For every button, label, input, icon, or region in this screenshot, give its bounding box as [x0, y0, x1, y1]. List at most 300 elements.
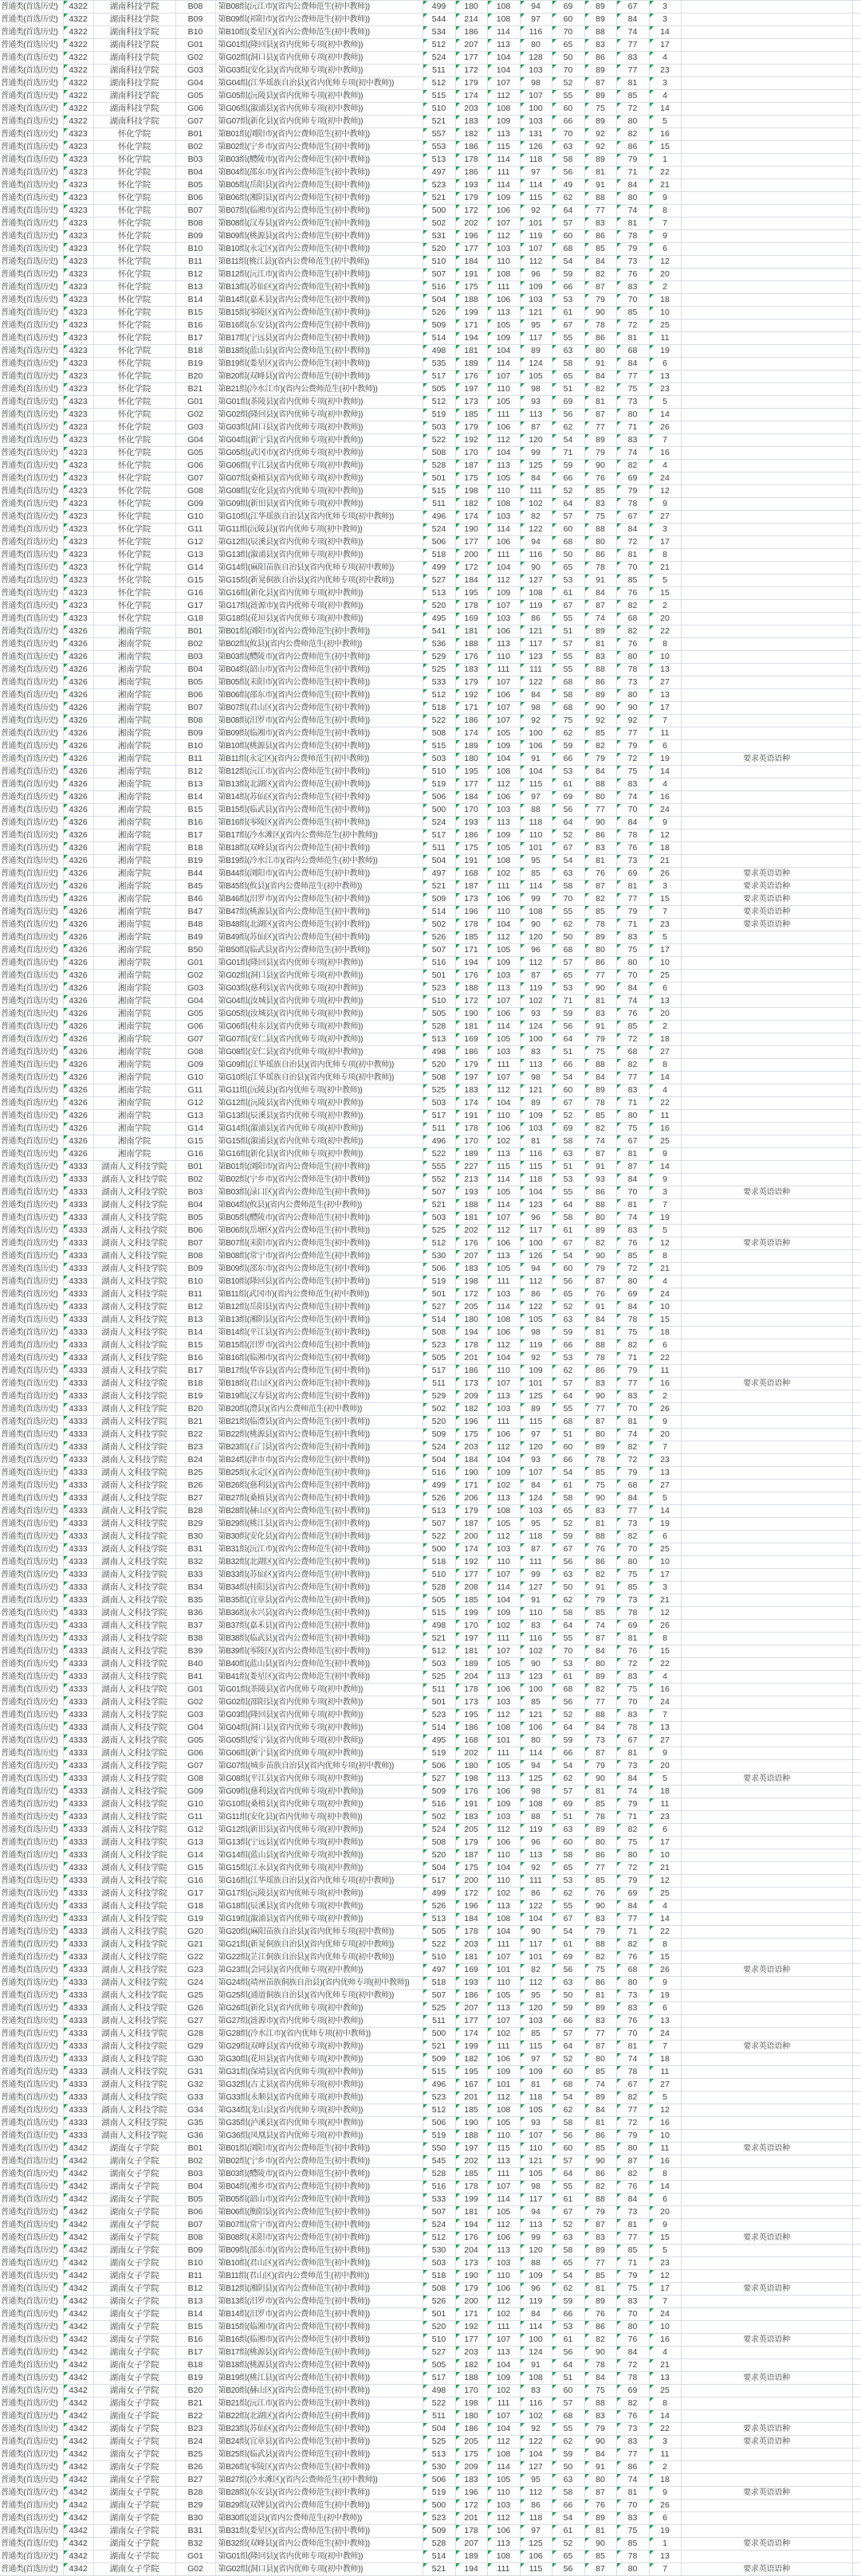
cell-group-code[interactable]: B16	[175, 1352, 215, 1365]
cell-value[interactable]: 9	[649, 1148, 681, 1161]
cell-value[interactable]: 52	[552, 485, 584, 498]
cell-school-name[interactable]: 湖南人文科技学院	[93, 1645, 175, 1658]
cell-value[interactable]: 82	[584, 2181, 616, 2194]
cell-category[interactable]: 普通类(首选历史)	[0, 2423, 63, 2436]
cell-school-name[interactable]: 湖南女子学院	[93, 2296, 175, 2308]
cell-note[interactable]: 要求英语语种	[681, 2334, 852, 2347]
cell-category[interactable]: 普通类(首选历史)	[0, 1607, 63, 1620]
cell-value[interactable]: 110	[520, 829, 552, 842]
cell-value[interactable]: 92	[520, 1862, 552, 1875]
cell-group-code[interactable]: B30	[175, 1531, 215, 1543]
cell-school-code[interactable]: 4342	[63, 2385, 93, 2398]
cell-value[interactable]: 103	[487, 2500, 520, 2512]
cell-school-name[interactable]: 湖南女子学院	[93, 2474, 175, 2487]
cell-value[interactable]: 182	[455, 2359, 487, 2372]
cell-value[interactable]: 83	[584, 1505, 616, 1518]
cell-category[interactable]: 普通类(首选历史)	[0, 689, 63, 702]
cell-school-code[interactable]: 4326	[63, 855, 93, 868]
cell-group-description[interactable]: 第B09组(邵东市)(省内公费师范生(初中教师))	[215, 1263, 423, 1276]
cell-note[interactable]	[681, 345, 852, 358]
cell-category[interactable]: 普通类(首选历史)	[0, 447, 63, 460]
cell-value[interactable]: 107	[487, 702, 520, 715]
cell-value[interactable]: 104	[487, 1352, 520, 1365]
cell-value[interactable]: 14	[649, 1913, 681, 1926]
cell-tail[interactable]	[852, 77, 861, 90]
cell-value[interactable]: 101	[487, 1964, 520, 1977]
cell-value[interactable]: 58	[552, 1212, 584, 1225]
cell-group-code[interactable]: B27	[175, 2474, 215, 2487]
cell-school-code[interactable]: 4323	[63, 218, 93, 230]
cell-group-code[interactable]: B24	[175, 1454, 215, 1467]
cell-value[interactable]: 82	[520, 1964, 552, 1977]
cell-school-name[interactable]: 湖南人文科技学院	[93, 1441, 175, 1454]
cell-value[interactable]: 84	[616, 523, 649, 536]
cell-note[interactable]	[681, 1301, 852, 1314]
cell-school-code[interactable]: 4333	[63, 1174, 93, 1186]
cell-value[interactable]: 16	[649, 2117, 681, 2130]
cell-value[interactable]: 61	[552, 2194, 584, 2206]
cell-school-name[interactable]: 湖南人文科技学院	[93, 2028, 175, 2041]
cell-value[interactable]: 54	[552, 1072, 584, 1084]
cell-school-code[interactable]: 4333	[63, 1237, 93, 1250]
cell-value[interactable]: 85	[520, 868, 552, 880]
cell-category[interactable]: 普通类(首选历史)	[0, 230, 63, 243]
cell-value[interactable]: 513	[423, 1033, 455, 1046]
cell-group-code[interactable]: B31	[175, 2525, 215, 2538]
cell-value[interactable]: 70	[616, 1186, 649, 1199]
cell-category[interactable]: 普通类(首选历史)	[0, 2512, 63, 2525]
cell-school-name[interactable]: 湖南人文科技学院	[93, 1543, 175, 1556]
cell-category[interactable]: 普通类(首选历史)	[0, 65, 63, 77]
cell-value[interactable]: 519	[423, 2130, 455, 2143]
cell-tail[interactable]	[852, 2321, 861, 2334]
cell-note[interactable]	[681, 1849, 852, 1862]
cell-note[interactable]	[681, 613, 852, 625]
cell-note[interactable]	[681, 192, 852, 205]
cell-school-name[interactable]: 湖南人文科技学院	[93, 1569, 175, 1582]
cell-note[interactable]	[681, 1531, 852, 1543]
cell-school-name[interactable]: 湖南人文科技学院	[93, 1684, 175, 1696]
cell-category[interactable]: 普通类(首选历史)	[0, 613, 63, 625]
cell-value[interactable]: 118	[520, 2512, 552, 2525]
cell-value[interactable]: 510	[423, 1951, 455, 1964]
cell-value[interactable]: 173	[455, 396, 487, 409]
cell-note[interactable]	[681, 1862, 852, 1875]
cell-value[interactable]: 178	[455, 1339, 487, 1352]
cell-value[interactable]: 170	[455, 2385, 487, 2398]
cell-value[interactable]: 14	[649, 766, 681, 778]
cell-value[interactable]: 113	[487, 307, 520, 320]
cell-value[interactable]: 113	[520, 2219, 552, 2232]
cell-school-code[interactable]: 4333	[63, 1301, 93, 1314]
cell-value[interactable]: 191	[455, 269, 487, 281]
cell-school-name[interactable]: 湖南女子学院	[93, 2155, 175, 2168]
cell-value[interactable]: 90	[520, 1926, 552, 1939]
cell-value[interactable]: 76	[616, 2181, 649, 2194]
cell-value[interactable]: 6	[649, 1339, 681, 1352]
cell-value[interactable]: 91	[520, 2359, 552, 2372]
cell-value[interactable]: 84	[520, 689, 552, 702]
cell-value[interactable]: 76	[616, 1237, 649, 1250]
cell-school-code[interactable]: 4323	[63, 167, 93, 179]
cell-value[interactable]: 77	[584, 2028, 616, 2041]
cell-group-description[interactable]: 第G28组(冷水江市)(省内优师专项(初中教师))	[215, 2028, 423, 2041]
cell-school-code[interactable]: 4333	[63, 1161, 93, 1174]
cell-value[interactable]: 95	[520, 320, 552, 332]
cell-tail[interactable]	[852, 2500, 861, 2512]
cell-value[interactable]: 55	[552, 90, 584, 103]
cell-note[interactable]	[681, 664, 852, 676]
cell-category[interactable]: 普通类(首选历史)	[0, 2461, 63, 2474]
cell-value[interactable]: 172	[455, 65, 487, 77]
cell-value[interactable]: 112	[487, 2219, 520, 2232]
cell-value[interactable]: 89	[584, 931, 616, 944]
cell-value[interactable]: 100	[520, 1033, 552, 1046]
cell-group-code[interactable]: B06	[175, 689, 215, 702]
cell-value[interactable]: 58	[552, 2117, 584, 2130]
cell-category[interactable]: 普通类(首选历史)	[0, 332, 63, 345]
cell-value[interactable]: 55	[552, 1900, 584, 1913]
cell-school-name[interactable]: 怀化学院	[93, 128, 175, 141]
cell-value[interactable]: 80	[616, 1849, 649, 1862]
cell-group-code[interactable]: B20	[175, 371, 215, 383]
cell-tail[interactable]	[852, 39, 861, 52]
cell-school-code[interactable]: 4333	[63, 1441, 93, 1454]
cell-tail[interactable]	[852, 2066, 861, 2079]
cell-school-name[interactable]: 湖南人文科技学院	[93, 1378, 175, 1390]
cell-group-description[interactable]: 第B03组(醴陵市)(省内公费师范生(初中教师))	[215, 2168, 423, 2181]
cell-value[interactable]: 499	[423, 1480, 455, 1492]
cell-group-description[interactable]: 第B19组(冷水江市)(省内公费师范生(初中教师))	[215, 855, 423, 868]
cell-school-code[interactable]: 4326	[63, 1097, 93, 1110]
cell-note[interactable]: 要求英语语种	[681, 906, 852, 919]
cell-value[interactable]: 81	[616, 1633, 649, 1645]
cell-group-code[interactable]: G04	[175, 77, 215, 90]
cell-value[interactable]: 82	[616, 625, 649, 638]
cell-value[interactable]: 183	[455, 2474, 487, 2487]
cell-value[interactable]: 174	[455, 90, 487, 103]
cell-school-code[interactable]: 4333	[63, 2053, 93, 2066]
cell-value[interactable]: 200	[455, 1875, 487, 1888]
cell-note[interactable]	[681, 1543, 852, 1556]
cell-value[interactable]: 68	[552, 1684, 584, 1696]
cell-school-code[interactable]: 4323	[63, 141, 93, 154]
cell-value[interactable]: 118	[520, 2092, 552, 2104]
cell-category[interactable]: 普通类(首选历史)	[0, 970, 63, 982]
cell-category[interactable]: 普通类(首选历史)	[0, 1033, 63, 1046]
cell-value[interactable]: 12	[649, 2104, 681, 2117]
cell-value[interactable]: 79	[616, 2270, 649, 2283]
cell-value[interactable]: 62	[552, 1594, 584, 1607]
cell-value[interactable]: 70	[616, 1403, 649, 1416]
cell-value[interactable]: 81	[584, 396, 616, 409]
cell-value[interactable]: 108	[487, 1913, 520, 1926]
cell-value[interactable]: 15	[649, 893, 681, 906]
cell-value[interactable]: 179	[455, 676, 487, 689]
cell-value[interactable]: 70	[616, 1696, 649, 1709]
cell-value[interactable]: 192	[455, 434, 487, 447]
cell-value[interactable]: 518	[423, 549, 455, 562]
cell-value[interactable]: 112	[487, 778, 520, 791]
cell-value[interactable]: 95	[520, 1518, 552, 1531]
cell-tail[interactable]	[852, 2538, 861, 2551]
cell-school-code[interactable]: 4326	[63, 919, 93, 931]
cell-note[interactable]	[681, 116, 852, 128]
cell-value[interactable]: 78	[584, 1454, 616, 1467]
cell-value[interactable]: 516	[423, 281, 455, 294]
cell-value[interactable]: 508	[423, 1837, 455, 1849]
cell-value[interactable]: 111	[487, 2168, 520, 2181]
cell-group-code[interactable]: G08	[175, 1773, 215, 1786]
cell-value[interactable]: 83	[584, 39, 616, 52]
cell-value[interactable]: 200	[455, 1531, 487, 1543]
cell-group-description[interactable]: 第B21组(冷水江市)(省内公费师范生(初中教师))	[215, 383, 423, 396]
cell-value[interactable]: 15	[649, 1314, 681, 1327]
cell-value[interactable]: 13	[649, 1467, 681, 1480]
cell-group-code[interactable]: G02	[175, 2563, 215, 2576]
cell-value[interactable]: 71	[616, 1352, 649, 1365]
cell-group-description[interactable]: 第B20组(赫山区)(省内公费师范生(初中教师))	[215, 2385, 423, 2398]
cell-value[interactable]: 77	[616, 1072, 649, 1084]
cell-school-name[interactable]: 湖南人文科技学院	[93, 2092, 175, 2104]
cell-value[interactable]: 182	[455, 128, 487, 141]
cell-category[interactable]: 普通类(首选历史)	[0, 307, 63, 320]
cell-tail[interactable]	[852, 893, 861, 906]
cell-note[interactable]: 要求英语语种	[681, 1964, 852, 1977]
cell-value[interactable]: 203	[455, 1441, 487, 1454]
cell-group-code[interactable]: B02	[175, 1174, 215, 1186]
cell-group-code[interactable]: B15	[175, 804, 215, 817]
cell-tail[interactable]	[852, 817, 861, 829]
cell-value[interactable]: 53	[552, 1658, 584, 1671]
cell-tail[interactable]	[852, 1696, 861, 1709]
cell-category[interactable]: 普通类(首选历史)	[0, 77, 63, 90]
cell-tail[interactable]	[852, 919, 861, 931]
cell-group-code[interactable]: B09	[175, 1263, 215, 1276]
cell-value[interactable]: 55	[552, 2181, 584, 2194]
cell-value[interactable]: 113	[487, 1148, 520, 1161]
cell-value[interactable]: 80	[616, 409, 649, 421]
cell-group-code[interactable]: B12	[175, 269, 215, 281]
cell-note[interactable]	[681, 689, 852, 702]
cell-school-code[interactable]: 4333	[63, 1773, 93, 1786]
cell-tail[interactable]	[852, 2206, 861, 2219]
cell-value[interactable]: 8	[649, 638, 681, 651]
cell-tail[interactable]	[852, 880, 861, 893]
cell-tail[interactable]	[852, 536, 861, 549]
cell-value[interactable]: 110	[487, 2270, 520, 2283]
cell-school-name[interactable]: 湖南人文科技学院	[93, 1263, 175, 1276]
cell-value[interactable]: 198	[455, 1773, 487, 1786]
cell-value[interactable]: 201	[455, 2092, 487, 2104]
cell-group-code[interactable]: G01	[175, 39, 215, 52]
cell-school-code[interactable]: 4333	[63, 2015, 93, 2028]
cell-group-code[interactable]: B48	[175, 919, 215, 931]
cell-value[interactable]: 80	[616, 2143, 649, 2155]
cell-group-description[interactable]: 第G16组(江华瑶族自治县)(省内优师专项(初中教师))	[215, 1875, 423, 1888]
cell-value[interactable]: 526	[423, 2296, 455, 2308]
cell-value[interactable]: 194	[455, 2563, 487, 2576]
cell-value[interactable]: 113	[487, 1671, 520, 1684]
cell-school-code[interactable]: 4333	[63, 1977, 93, 1990]
cell-value[interactable]: 88	[584, 26, 616, 39]
cell-value[interactable]: 3	[649, 14, 681, 26]
cell-value[interactable]: 86	[584, 332, 616, 345]
cell-value[interactable]: 197	[455, 2143, 487, 2155]
cell-value[interactable]: 82	[584, 2334, 616, 2347]
cell-note[interactable]	[681, 1696, 852, 1709]
cell-value[interactable]: 80	[584, 1212, 616, 1225]
cell-school-name[interactable]: 湖南人文科技学院	[93, 1977, 175, 1990]
cell-group-description[interactable]: 第B16组(零陵区)(省内公费师范生(初中教师))	[215, 817, 423, 829]
cell-value[interactable]: 85	[584, 2066, 616, 2079]
cell-group-code[interactable]: G09	[175, 498, 215, 511]
cell-value[interactable]: 106	[487, 1008, 520, 1021]
cell-value[interactable]: 88	[584, 1531, 616, 1543]
cell-value[interactable]: 21	[649, 855, 681, 868]
cell-group-code[interactable]: G17	[175, 600, 215, 613]
cell-group-code[interactable]: B02	[175, 638, 215, 651]
cell-school-name[interactable]: 湖南女子学院	[93, 2334, 175, 2347]
cell-value[interactable]: 508	[423, 1327, 455, 1339]
cell-group-code[interactable]: G05	[175, 1008, 215, 1021]
cell-category[interactable]: 普通类(首选历史)	[0, 90, 63, 103]
cell-value[interactable]: 109	[520, 281, 552, 294]
cell-note[interactable]	[681, 1110, 852, 1123]
cell-school-code[interactable]: 4342	[63, 2449, 93, 2461]
cell-school-name[interactable]: 湘南学院	[93, 970, 175, 982]
cell-category[interactable]: 普通类(首选历史)	[0, 791, 63, 804]
cell-school-name[interactable]: 湖南女子学院	[93, 2449, 175, 2461]
cell-school-name[interactable]: 湘南学院	[93, 1097, 175, 1110]
cell-value[interactable]: 23	[649, 65, 681, 77]
cell-group-description[interactable]: 第B47组(桃源县)(省内公费师范生(初中教师))	[215, 906, 423, 919]
cell-school-name[interactable]: 湘南学院	[93, 727, 175, 740]
cell-value[interactable]: 102	[487, 2308, 520, 2321]
cell-category[interactable]: 普通类(首选历史)	[0, 371, 63, 383]
cell-note[interactable]	[681, 39, 852, 52]
cell-tail[interactable]	[852, 1390, 861, 1403]
cell-value[interactable]: 51	[552, 2372, 584, 2385]
cell-value[interactable]: 87	[584, 2487, 616, 2500]
cell-value[interactable]: 117	[520, 638, 552, 651]
cell-value[interactable]: 70	[552, 128, 584, 141]
cell-note[interactable]	[681, 1951, 852, 1964]
cell-value[interactable]: 124	[520, 1021, 552, 1033]
cell-value[interactable]: 22	[649, 625, 681, 638]
cell-value[interactable]: 189	[455, 2551, 487, 2563]
cell-value[interactable]: 8	[649, 1250, 681, 1263]
cell-value[interactable]: 82	[616, 2398, 649, 2410]
cell-category[interactable]: 普通类(首选历史)	[0, 2232, 63, 2245]
cell-value[interactable]: 81	[584, 855, 616, 868]
cell-tail[interactable]	[852, 1110, 861, 1123]
cell-category[interactable]: 普通类(首选历史)	[0, 2002, 63, 2015]
cell-school-name[interactable]: 湖南人文科技学院	[93, 1594, 175, 1607]
cell-value[interactable]: 23	[649, 1811, 681, 1824]
cell-note[interactable]	[681, 1403, 852, 1416]
cell-group-description[interactable]: 第G15组(新晃侗族自治县)(省内优师专项(初中教师))	[215, 574, 423, 587]
cell-school-name[interactable]: 湘南学院	[93, 1084, 175, 1097]
cell-group-code[interactable]: G22	[175, 1951, 215, 1964]
cell-value[interactable]: 62	[552, 727, 584, 740]
cell-value[interactable]: 88	[584, 192, 616, 205]
cell-value[interactable]: 96	[520, 269, 552, 281]
cell-value[interactable]: 110	[520, 2143, 552, 2155]
cell-value[interactable]: 77	[584, 1696, 616, 1709]
cell-value[interactable]: 2	[649, 1390, 681, 1403]
cell-value[interactable]: 66	[552, 1747, 584, 1760]
cell-value[interactable]: 26	[649, 868, 681, 880]
cell-value[interactable]: 203	[455, 1939, 487, 1951]
cell-value[interactable]: 63	[552, 1148, 584, 1161]
cell-school-code[interactable]: 4333	[63, 1696, 93, 1709]
cell-value[interactable]: 515	[423, 740, 455, 753]
cell-value[interactable]: 172	[455, 562, 487, 574]
cell-tail[interactable]	[852, 740, 861, 753]
cell-category[interactable]: 普通类(首选历史)	[0, 358, 63, 371]
cell-group-code[interactable]: G12	[175, 1097, 215, 1110]
cell-value[interactable]: 78	[616, 1607, 649, 1620]
cell-note[interactable]: 要求英语语种	[681, 919, 852, 931]
cell-school-code[interactable]: 4323	[63, 332, 93, 345]
cell-value[interactable]: 108	[487, 269, 520, 281]
cell-group-description[interactable]: 第B07组(君山区)(省内公费师范生(初中教师))	[215, 702, 423, 715]
cell-value[interactable]: 99	[520, 893, 552, 906]
cell-value[interactable]: 115	[520, 2041, 552, 2053]
cell-value[interactable]: 22	[649, 1097, 681, 1110]
cell-tail[interactable]	[852, 1990, 861, 2002]
cell-value[interactable]: 15	[649, 1645, 681, 1658]
cell-value[interactable]: 200	[455, 549, 487, 562]
cell-value[interactable]: 111	[487, 1059, 520, 1072]
cell-value[interactable]: 106	[520, 740, 552, 753]
cell-group-code[interactable]: G14	[175, 1849, 215, 1862]
cell-note[interactable]	[681, 2398, 852, 2410]
cell-tail[interactable]	[852, 804, 861, 817]
cell-school-name[interactable]: 湘南学院	[93, 855, 175, 868]
cell-value[interactable]: 64	[552, 205, 584, 218]
cell-value[interactable]: 20	[649, 1760, 681, 1773]
cell-category[interactable]: 普通类(首选历史)	[0, 1429, 63, 1441]
cell-school-name[interactable]: 怀化学院	[93, 600, 175, 613]
cell-value[interactable]: 506	[423, 1760, 455, 1773]
cell-tail[interactable]	[852, 116, 861, 128]
cell-school-name[interactable]: 怀化学院	[93, 332, 175, 345]
cell-category[interactable]: 普通类(首选历史)	[0, 817, 63, 829]
cell-value[interactable]: 85	[584, 727, 616, 740]
cell-school-code[interactable]: 4333	[63, 1327, 93, 1339]
cell-value[interactable]: 13	[649, 2015, 681, 2028]
cell-value[interactable]: 75	[616, 2283, 649, 2296]
cell-school-code[interactable]: 4323	[63, 574, 93, 587]
cell-value[interactable]: 17	[649, 1837, 681, 1849]
cell-value[interactable]: 525	[423, 1671, 455, 1684]
cell-value[interactable]: 110	[487, 2130, 520, 2143]
cell-school-code[interactable]: 4333	[63, 1722, 93, 1735]
cell-school-name[interactable]: 湖南人文科技学院	[93, 1492, 175, 1505]
cell-value[interactable]: 70	[616, 294, 649, 307]
cell-value[interactable]: 186	[455, 141, 487, 154]
cell-group-code[interactable]: B02	[175, 2155, 215, 2168]
cell-group-description[interactable]: 第G03组(洞口县)(省内优师专项(初中教师))	[215, 421, 423, 434]
cell-value[interactable]: 175	[455, 842, 487, 855]
cell-value[interactable]: 513	[423, 154, 455, 167]
cell-note[interactable]	[681, 332, 852, 345]
cell-tail[interactable]	[852, 1174, 861, 1186]
cell-value[interactable]: 90	[616, 702, 649, 715]
cell-value[interactable]: 1	[649, 154, 681, 167]
